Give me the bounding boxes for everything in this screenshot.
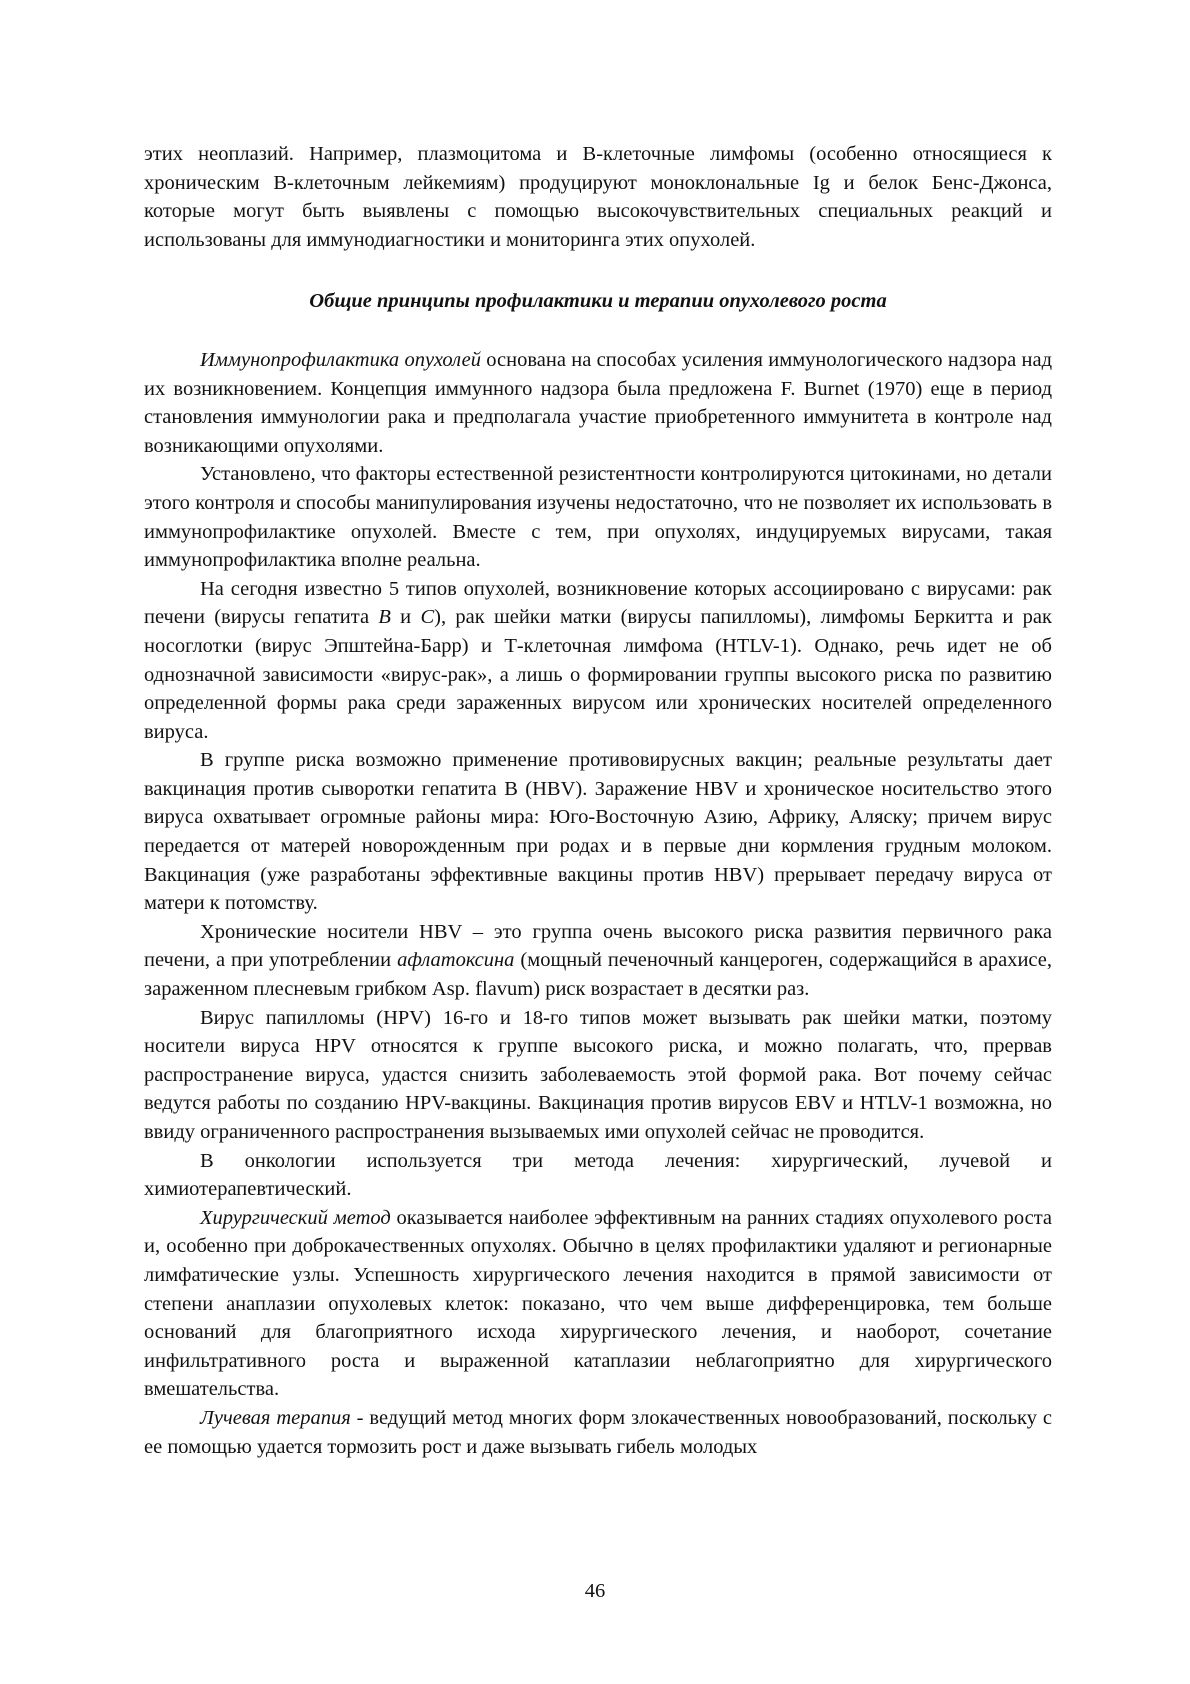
term-immunoprophylaxis: Иммунопрофилактика опухолей (200, 348, 481, 371)
paragraph-surgical-method: Хирургический метод оказывается наиболее эффективным на ранних стадиях опухолевого роста и, особенно при доброкачественных опухолях. Обычно в целях профилактики удаляют и регионарные лимфатические узлы. Успешность хирургического лечения находится в прямой зависимости от степени анаплазии опухолевых клеток: показано, что чем выше дифференцировка, тем больше оснований для благоприятного исхода хирургического лечения, и наоборот, сочетание инфильтративного роста и выраженной катаплазии неблагоприятно для хирургического вмешательства. (144, 1206, 1052, 1401)
paragraph-hbv-carriers: Хронические носители HBV – это группа очень высокого риска развития первичного рака печени, а при употреблении афлатоксина (мощный печеночный канцероген, содержащийся в арахисе, зараженном плесневым грибком Asp. flavum) риск возрастает в десятки раз. (144, 920, 1052, 1001)
page-number: 46 (584, 1580, 606, 1602)
paragraph-hbv-vaccination: В группе риска возможно применение противовирусных вакцин; реальные результаты дает вакцинация против сыворотки гепатита В (HBV). Заражение HBV и хроническое носительство этого вируса охватывает огромные районы мира: Юго-Восточную Азию, Африку, Аляску; причем вирус передается от матерей новорожденным при родах и в первые дни кормления грудным молоком. Вакцинация (уже разработаны эффективные вакцины против HBV) прерывает передачу вируса от матери к потомству. (144, 749, 1052, 915)
page-body (144, 140, 1052, 1461)
paragraph-viral-tumors: На сегодня известно 5 типов опухолей, возникновение которых ассоциировано с вирусами: рак печени (вирусы гепатита B и C), рак шейки матки (вирусы папилломы), лимфомы Беркитта и рак носоглотки (вирус Эпштейна-Барр) и Т-клеточная лимфома (HTLV-1). Однако, речь идет не об однозначной зависимости «вирус-рак», а лишь о формировании группы высокого риска по развитию определенной формы рака среди зараженных вирусом или хронических носителей определенного вируса. (144, 577, 1052, 743)
term-aflatoxin: афлатоксина (397, 949, 515, 972)
paragraph-natural-resistance: Установлено, что факторы естественной резистентности контролируются цитокинами, но детали этого контроля и способы манипулирования изучены недостаточно, что не позволяет их использовать в иммунопрофилактике опухолей. Вместе с тем, при опухолях, индуцируемых вирусами, такая иммунопрофилактика вполне реальна. (144, 463, 1052, 572)
paragraph-radiation-therapy: Лучевая терапия - ведущий метод многих форм злокачественных новообразований, поскольку с ее помощью удается тормозить рост и даже вызывать гибель молодых (144, 1406, 1052, 1458)
paragraph-treatment-methods: В онкологии используется три метода лечения: хирургический, лучевой и химиотерапевтический. (144, 1149, 1052, 1201)
term-surgical-method: Хирургический метод (200, 1206, 391, 1229)
term-radiation-therapy: Лучевая терапия (200, 1406, 351, 1429)
paragraph-immunoprophylaxis: Иммунопрофилактика опухолей основана на способах усиления иммунологического надзора над их возникновением. Концепция иммунного надзора была предложена F. Burnet (1970) еще в период становления иммунологии рака и предполагала участие приобретенного иммунитета в контроле над возникающими опухолями. (144, 348, 1053, 457)
paragraph-continued: этих неоплазий. Например, плазмоцитома и В-клеточные лимфомы (особенно относящиеся к хроническим В-клеточным лейкемиям) продуцируют моноклональные Ig и белок Бенс-Джонса, которые могут быть выявлены с помощью высокочувствительных специальных реакций и использованы для иммунодиагностики и мониторинга этих опухолей. (144, 143, 1052, 251)
section-heading: Общие принципы профилактики и терапии опухолевого роста (309, 290, 887, 313)
paragraph-hpv: Вирус папилломы (HPV) 16-го и 18-го типов может вызывать рак шейки матки, поэтому носители вируса HPV относятся к группе высокого риска, и можно полагать, что, прервав распространение вируса, удастся снизить заболеваемость этой формой рака. Вот почему сейчас ведутся работы по созданию HPV-вакцины. Вакцинация против вирусов EBV и HTLV-1 возможна, но ввиду ограниченного распространения вызываемых ими опухолей сейчас не проводится. (144, 1006, 1052, 1143)
